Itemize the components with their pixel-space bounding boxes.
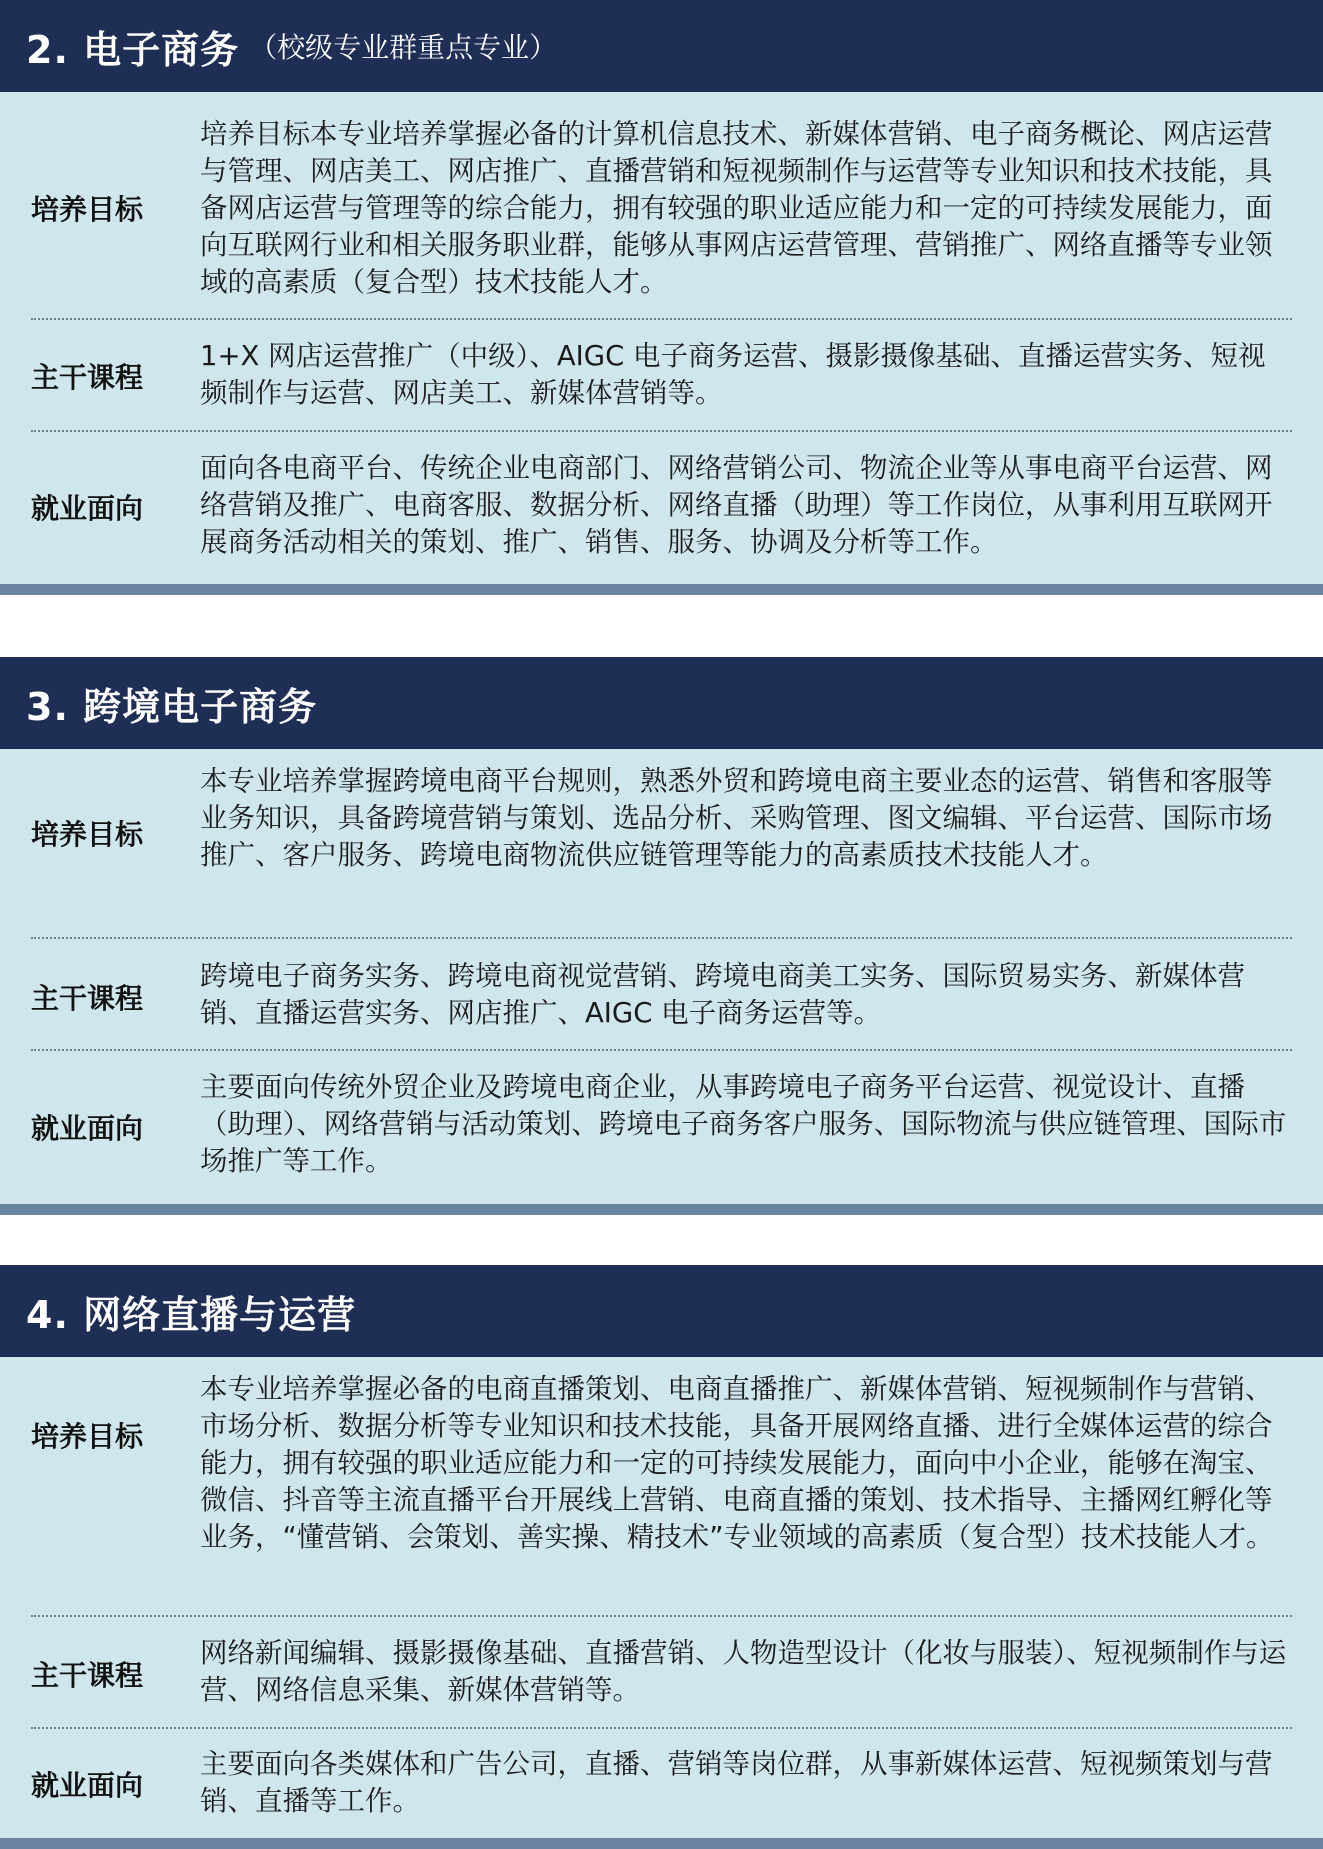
row-label: 主干课程: [31, 361, 144, 394]
section-title: 3. 跨境电子商务: [26, 684, 318, 729]
row-text: 本专业培养掌握跨境电商平台规则，熟悉外贸和跨境电商主要业态的运营、销售和客服等业务知识，具备跨境营销与策划、选品分析、采购管理、图文编辑、平台运营、国际市场推广、客户服务、跨境电商物流供应链管理等能力的高素质技术技能人才。: [200, 765, 1273, 871]
section-subtitle: （校级专业群重点专业）: [249, 31, 558, 64]
section-body: [0, 1357, 1323, 1838]
row-label: 培养目标: [31, 1420, 144, 1453]
row-text: 主要面向传统外贸企业及跨境电商企业，从事跨境电子商务平台运营、视觉设计、直播（助理）、网络营销与活动策划、跨境电子商务客户服务、国际物流与供应链管理、国际市场推广等工作。: [200, 1071, 1287, 1177]
row-label: 培养目标: [31, 193, 144, 226]
section-body: [0, 749, 1323, 1204]
divider: [31, 318, 1292, 320]
section-title: 2. 电子商务: [26, 27, 240, 72]
section-bottom-bar: [0, 1838, 1323, 1849]
row-text: 培养目标本专业培养掌握必备的计算机信息技术、新媒体营销、电子商务概论、网店运营与管理、网店美工、网店推广、直播营销和短视频制作与运营等专业知识和技术技能，具备网店运营与管理等的综合能力，拥有较强的职业适应能力和一定的可持续发展能力，面向互联网行业和相关服务职业群，能够从事网店运营管理、营销推广、网络直播等专业领域的高素质（复合型）技术技能人才。: [200, 118, 1273, 298]
row-text: 本专业培养掌握必备的电商直播策划、电商直播推广、新媒体营销、短视频制作与营销、市场分析、数据分析等专业知识和技术技能，具备开展网络直播、进行全媒体运营的综合能力，拥有较强的职业适应能力和一定的可持续发展能力，面向中小企业，能够在淘宝、微信、抖音等主流直播平台开展线上营销、电商直播的策划、技术指导、主播网红孵化等业务，“懂营销、会策划、善实操、精技术”专业领域的高素质（复合型）技术技能人才。: [200, 1373, 1274, 1553]
section-bottom-bar: [0, 584, 1323, 595]
row-label: 培养目标: [31, 818, 144, 851]
section-header: [0, 657, 1323, 749]
row-text: 面向各电商平台、传统企业电商部门、网络营销公司、物流企业等从事电商平台运营、网络营销及推广、电商客服、数据分析、网络直播（助理）等工作岗位，从事利用互联网开展商务活动相关的策划、推广、销售、服务、协调及分析等工作。: [200, 452, 1273, 558]
row-label: 就业面向: [31, 492, 144, 525]
row-text: 跨境电子商务实务、跨境电商视觉营销、跨境电商美工实务、国际贸易实务、新媒体营销、直播运营实务、网店推广、AIGC 电子商务运营等。: [200, 960, 1245, 1029]
section-body: [0, 92, 1323, 584]
divider: [31, 1049, 1292, 1051]
row-text: 1+X 网店运营推广（中级）、AIGC 电子商务运营、摄影摄像基础、直播运营实务、短视频制作与运营、网店美工、新媒体营销等。: [200, 340, 1266, 409]
divider: [31, 937, 1292, 939]
row-text: 网络新闻编辑、摄影摄像基础、直播营销、人物造型设计（化妆与服装）、短视频制作与运营、网络信息采集、新媒体营销等。: [200, 1637, 1287, 1706]
section-header: [0, 1265, 1323, 1357]
divider: [31, 1727, 1292, 1729]
divider: [31, 430, 1292, 432]
section-header: [0, 0, 1323, 92]
row-label: 就业面向: [31, 1112, 144, 1145]
row-label: 主干课程: [31, 982, 144, 1015]
row-label: 就业面向: [31, 1769, 144, 1802]
row-label: 主干课程: [31, 1659, 144, 1692]
divider: [31, 1615, 1292, 1617]
row-text: 主要面向各类媒体和广告公司，直播、营销等岗位群，从事新媒体运营、短视频策划与营销、直播等工作。: [200, 1748, 1273, 1817]
section-bottom-bar: [0, 1204, 1323, 1215]
section-title: 4. 网络直播与运营: [26, 1292, 357, 1337]
